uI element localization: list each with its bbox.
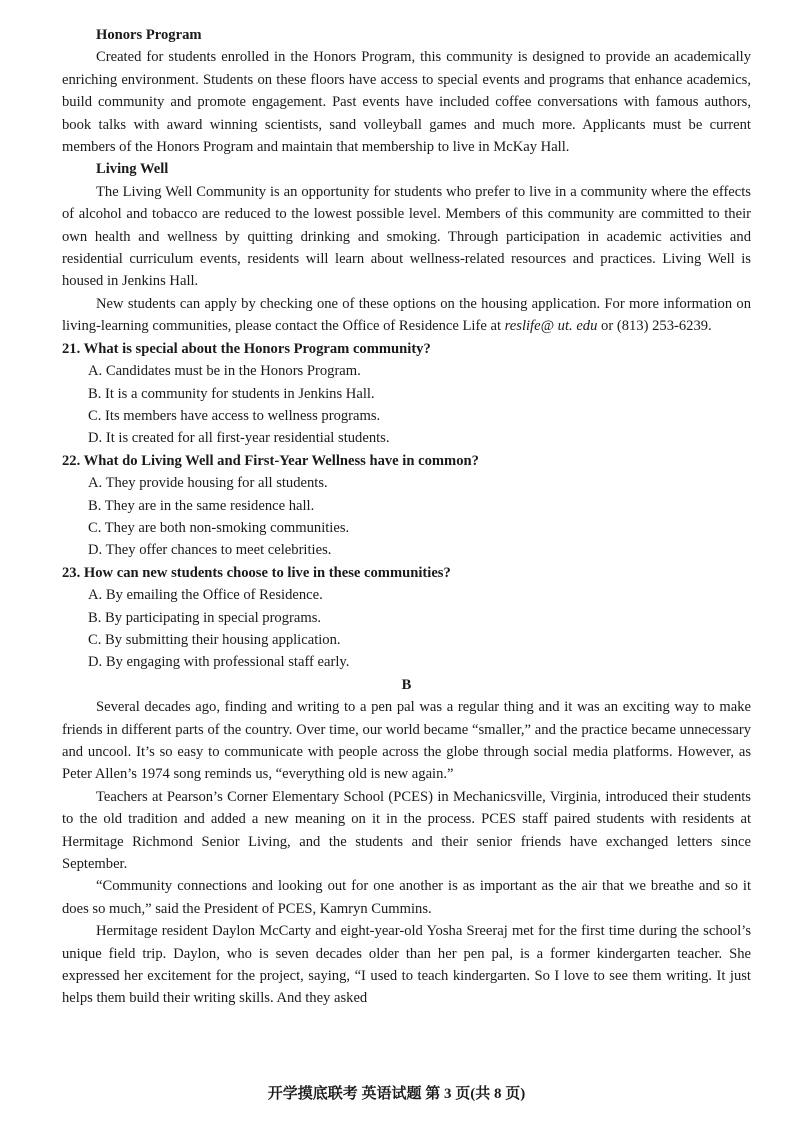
- q21-option-b: B. It is a community for students in Jenkins Hall.: [88, 385, 375, 402]
- q22-option-c: C. They are both non-smoking communities.: [88, 519, 350, 536]
- q22-option-d: D. They offer chances to meet celebrities.: [88, 542, 332, 559]
- apply-paragraph: [62, 293, 751, 338]
- section-b-label: B: [401, 676, 412, 693]
- question-23: [62, 562, 751, 584]
- q23-option-c: C. By submitting their housing application.: [88, 631, 341, 648]
- q22-option-b: B. They are in the same residence hall.: [88, 497, 315, 514]
- contact-email: reslife@ ut. edu: [504, 318, 598, 335]
- q21-option-d: D. It is created for all first-year residential students.: [88, 430, 390, 447]
- question-stem: What do Living Well and First-Year Wellness have in common?: [83, 452, 479, 469]
- q23-option-a: A. By emailing the Office of Residence.: [88, 587, 323, 604]
- page-footer: 开学摸底联考 英语试题 第 3 页(共 8 页): [267, 1086, 526, 1102]
- passage-b-paragraph: Several decades ago, finding and writing to a pen pal was a regular thing and it was an exciting way to make friends in different parts of the country. Over time, our world became “smaller,” and the practice became unnecessary and uncool. It’s so easy to communicate with people across the globe through social media platforms. However, as Peter Allen’s 1974 song reminds us, “everything old is new again.”: [62, 699, 751, 783]
- honors-program-paragraph: Created for students enrolled in the Honors Program, this community is designed to provide an academically enriching environment. Students on these floors have access to special events and programs that enhance academics, build community and promote engagement. Past events have included coffee conversations with famous authors, book talks with award winning scientists, sand volleyball games and much more. Applicants must be current members of the Honors Program and maintain that membership to live in McKay Hall.: [62, 49, 751, 156]
- question-21: [62, 338, 751, 360]
- living-well-paragraph: The Living Well Community is an opportunity for students who prefer to live in a community where the effects of alcohol and tobacco are reduced to the lowest possible level. Members of this community are committed to their own health and wellness by quitting drinking and smoking. Through participation in academic activities and residential curriculum events, residents will learn about wellness-related resources and practices. Living Well is housed in Jenkins Hall.: [62, 183, 751, 290]
- question-number: 23.: [62, 564, 81, 581]
- q23-option-b: B. By participating in special programs.: [88, 609, 322, 626]
- question-number: 22.: [62, 452, 81, 469]
- q23-option-d: D. By engaging with professional staff early.: [88, 654, 350, 671]
- passage-b-paragraph: Hermitage resident Daylon McCarty and eight-year-old Yosha Sreeraj met for the first time during the school’s unique field trip. Daylon, who is seven decades older than her pen pal, is a former kindergarten teacher. She expressed her excitement for the project, saying, “I used to teach kindergarten. So I love to see them writing. It just helps them build their writing skills. And they asked: [62, 923, 751, 1007]
- living-well-heading: Living Well: [96, 161, 169, 178]
- apply-text-before: New students can apply by checking one of these options on the housing application. For more information on living-learning communities, please contact the Office of Residence Life at: [62, 295, 751, 335]
- question-number: 21.: [62, 340, 81, 357]
- passage-b-paragraph: “Community connections and looking out for one another is as important as the air that we breathe and so it does so much,” said the President of PCES, Kamryn Cummins.: [62, 878, 751, 917]
- question-stem: How can new students choose to live in these communities?: [83, 564, 451, 581]
- q22-option-a: A. They provide housing for all students.: [88, 475, 328, 492]
- question-22: [62, 450, 751, 472]
- apply-text-after: or (813) 253-6239.: [597, 318, 712, 335]
- q21-option-c: C. Its members have access to wellness programs.: [88, 407, 381, 424]
- page-content: [62, 24, 751, 1010]
- question-stem: What is special about the Honors Program community?: [83, 340, 431, 357]
- honors-program-heading: Honors Program: [96, 27, 202, 43]
- q21-option-a: A. Candidates must be in the Honors Program.: [88, 363, 361, 380]
- passage-b-paragraph: Teachers at Pearson’s Corner Elementary School (PCES) in Mechanicsville, Virginia, introduced their students to the old tradition and added a new meaning on it in the process. PCES staff paired students with residents at Hermitage Richmond Senior Living, and the students and their senior friends have exchanged letters since September.: [62, 788, 751, 873]
